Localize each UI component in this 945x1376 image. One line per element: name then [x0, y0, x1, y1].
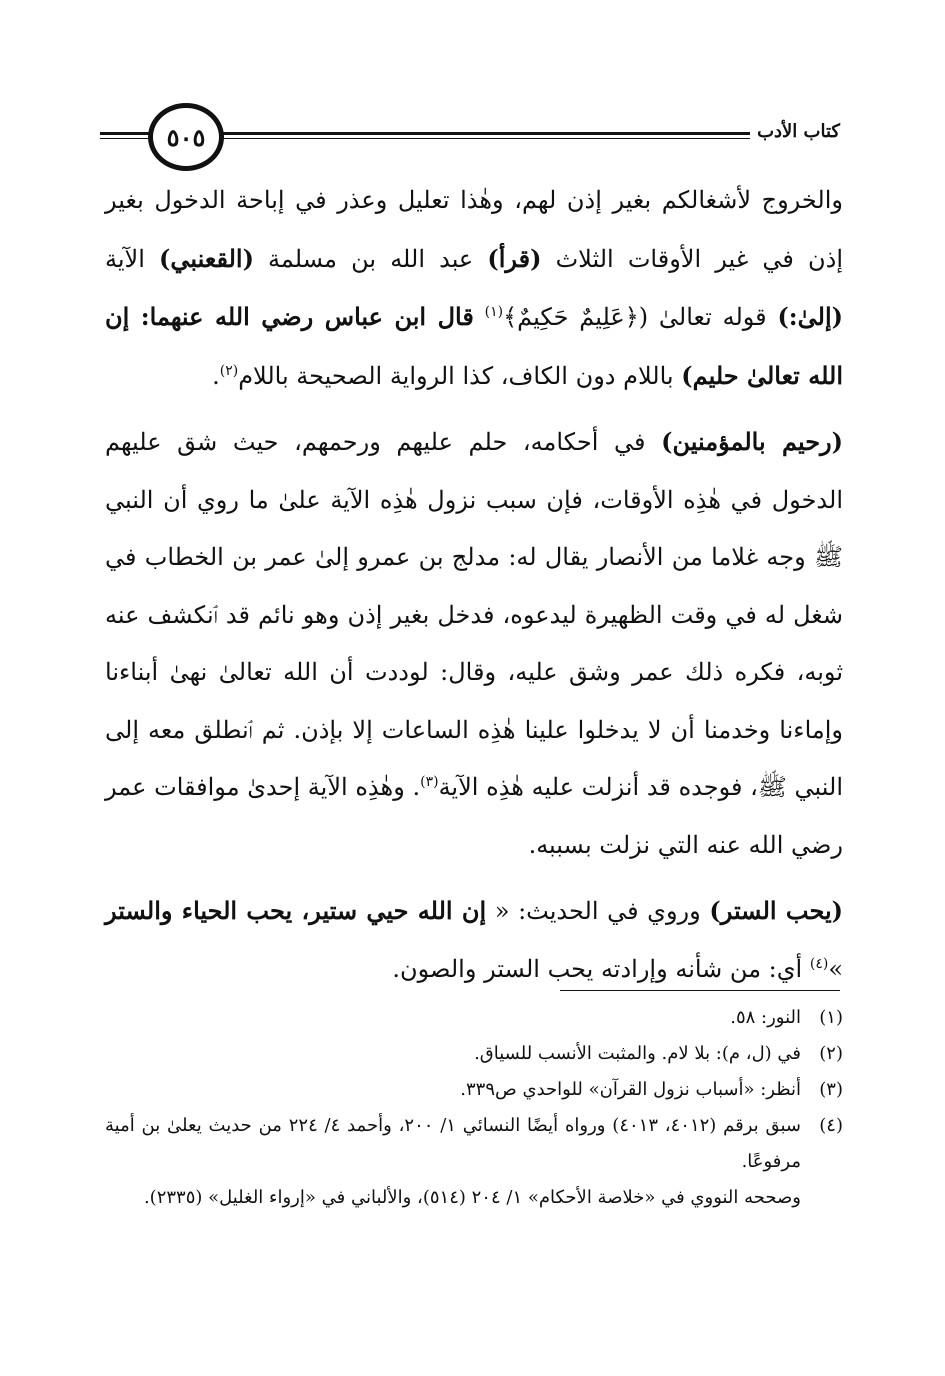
text-run: أي: من شأنه وإرادته يحب الستر والصون.	[392, 954, 810, 983]
bold-text-run: (القعنبي)	[159, 243, 254, 273]
text-run: »	[828, 954, 843, 983]
text-run: عبد الله بن مسلمة	[253, 244, 488, 273]
header-rule-left-thin	[100, 138, 150, 139]
footnote-ref: (١)	[484, 304, 504, 320]
header-rule-left	[100, 132, 150, 135]
text-run: . وهٰذِه الآية إحدىٰ موافقات عمر رضي الله عنه التي نزلت بسببه.	[105, 773, 843, 859]
footnote-item	[105, 1072, 843, 1108]
footnote-text: سبق برقم (٤٠١٢، ٤٠١٣) ورواه أيضًا النسائي ١/ ٢٠٠، وأحمد ٤/ ٢٢٤ من حديث يعلىٰ بن أمية مرفوعًا.	[105, 1115, 801, 1172]
text-run: الآية	[105, 244, 160, 273]
bold-text-run: إن الله حيي ستير، يحب الحياء والستر	[105, 896, 487, 925]
main-text	[105, 172, 843, 998]
footnote-separator	[560, 990, 840, 991]
body-paragraph	[105, 172, 843, 405]
page-number-badge	[148, 103, 224, 171]
footnotes	[105, 1000, 843, 1216]
footnote-ref: (٣)	[420, 774, 439, 790]
bold-text-run: (إلىٰ:)	[777, 302, 843, 331]
footnote-item	[105, 1000, 843, 1036]
footnote-text: أنظر: «أسباب نزول القرآن» للواحدي ص٣٣٩.	[460, 1079, 801, 1100]
text-run: قوله تعالىٰ (﴿عَلِيمٌ حَكِيمٌ﴾	[503, 303, 778, 331]
body-paragraph	[105, 413, 843, 874]
footnote-ref: (٢)	[219, 362, 239, 379]
footnote-marker: (٣)	[819, 1079, 843, 1100]
footnote-text: في (ل، م): بلا لام. والمثبت الأنسب للسياق.	[474, 1043, 801, 1064]
footnote-item	[105, 1108, 843, 1180]
footnote-item	[105, 1036, 843, 1072]
book-title: كتاب الأدب	[753, 121, 840, 142]
page-number: ٥٠٥	[166, 122, 206, 152]
footnote-ref: (٤)	[809, 955, 829, 972]
body-paragraph	[105, 882, 843, 998]
text-run: في أحكامه، حلم عليهم ورحمهم، حيث شق عليهم الدخول في هٰذِه الأوقات، فإن سبب نزول هٰذِه الآية علىٰ ما روي أن النبي ﷺ وجه غلاما من الأنصار يقال له: مدلج بن عمرو إلىٰ عمر بن الخطاب في شغل له في وقت الظهيرة ليدعوه، فدخل بغير إذن وهو نائم قد ٱنكشف عنه ثوبه، فكره ذلك عمر وشق عليه، وقال: لوددت أن الله تعالىٰ نهىٰ أبناءنا وإماءنا وخدمنا أن لا يدخلوا علينا هٰذِه الساعات إلا بإذن. ثم ٱنطلق معه إلى النبي ﷺ، فوجده قد أنزلت عليه هٰذِه الآية	[105, 428, 844, 801]
text-run: .	[212, 361, 220, 390]
text-run: باللام دون الكاف، كذا الرواية الصحيحة باللام	[238, 361, 682, 390]
bold-text-run: (رحيم بالمؤمنين)	[661, 427, 843, 456]
bold-text-run: قال ابن عباس رضي الله عنهما: إن الله تعالىٰ حليم)	[105, 302, 843, 390]
footnote-marker: (١)	[819, 1007, 843, 1028]
page-header	[100, 95, 840, 175]
header-rule-right	[210, 132, 750, 135]
text-run: والخروج لأشغالكم بغير إذن لهم، وهٰذا تعليل وعذر في إباحة الدخول بغير إذن في غير الأوقات الثلاث	[105, 186, 844, 273]
footnote-marker: (٤)	[819, 1115, 843, 1136]
text-run: وروي في الحديث: «	[486, 897, 710, 925]
footnote-text: النور: ٥٨.	[730, 1007, 801, 1028]
bold-text-run: (يحب الستر)	[709, 896, 843, 925]
footnote-continuation: وصححه النووي في «خلاصة الأحكام» ١/ ٢٠٤ (٥١٤)، والألباني في «إرواء الغليل» (٢٣٣٥).	[143, 1187, 801, 1208]
bold-text-run: (قرأ)	[487, 243, 542, 273]
header-rule-right-thin	[210, 138, 750, 139]
footnote-marker: (٢)	[819, 1043, 843, 1064]
text-run	[474, 303, 485, 331]
